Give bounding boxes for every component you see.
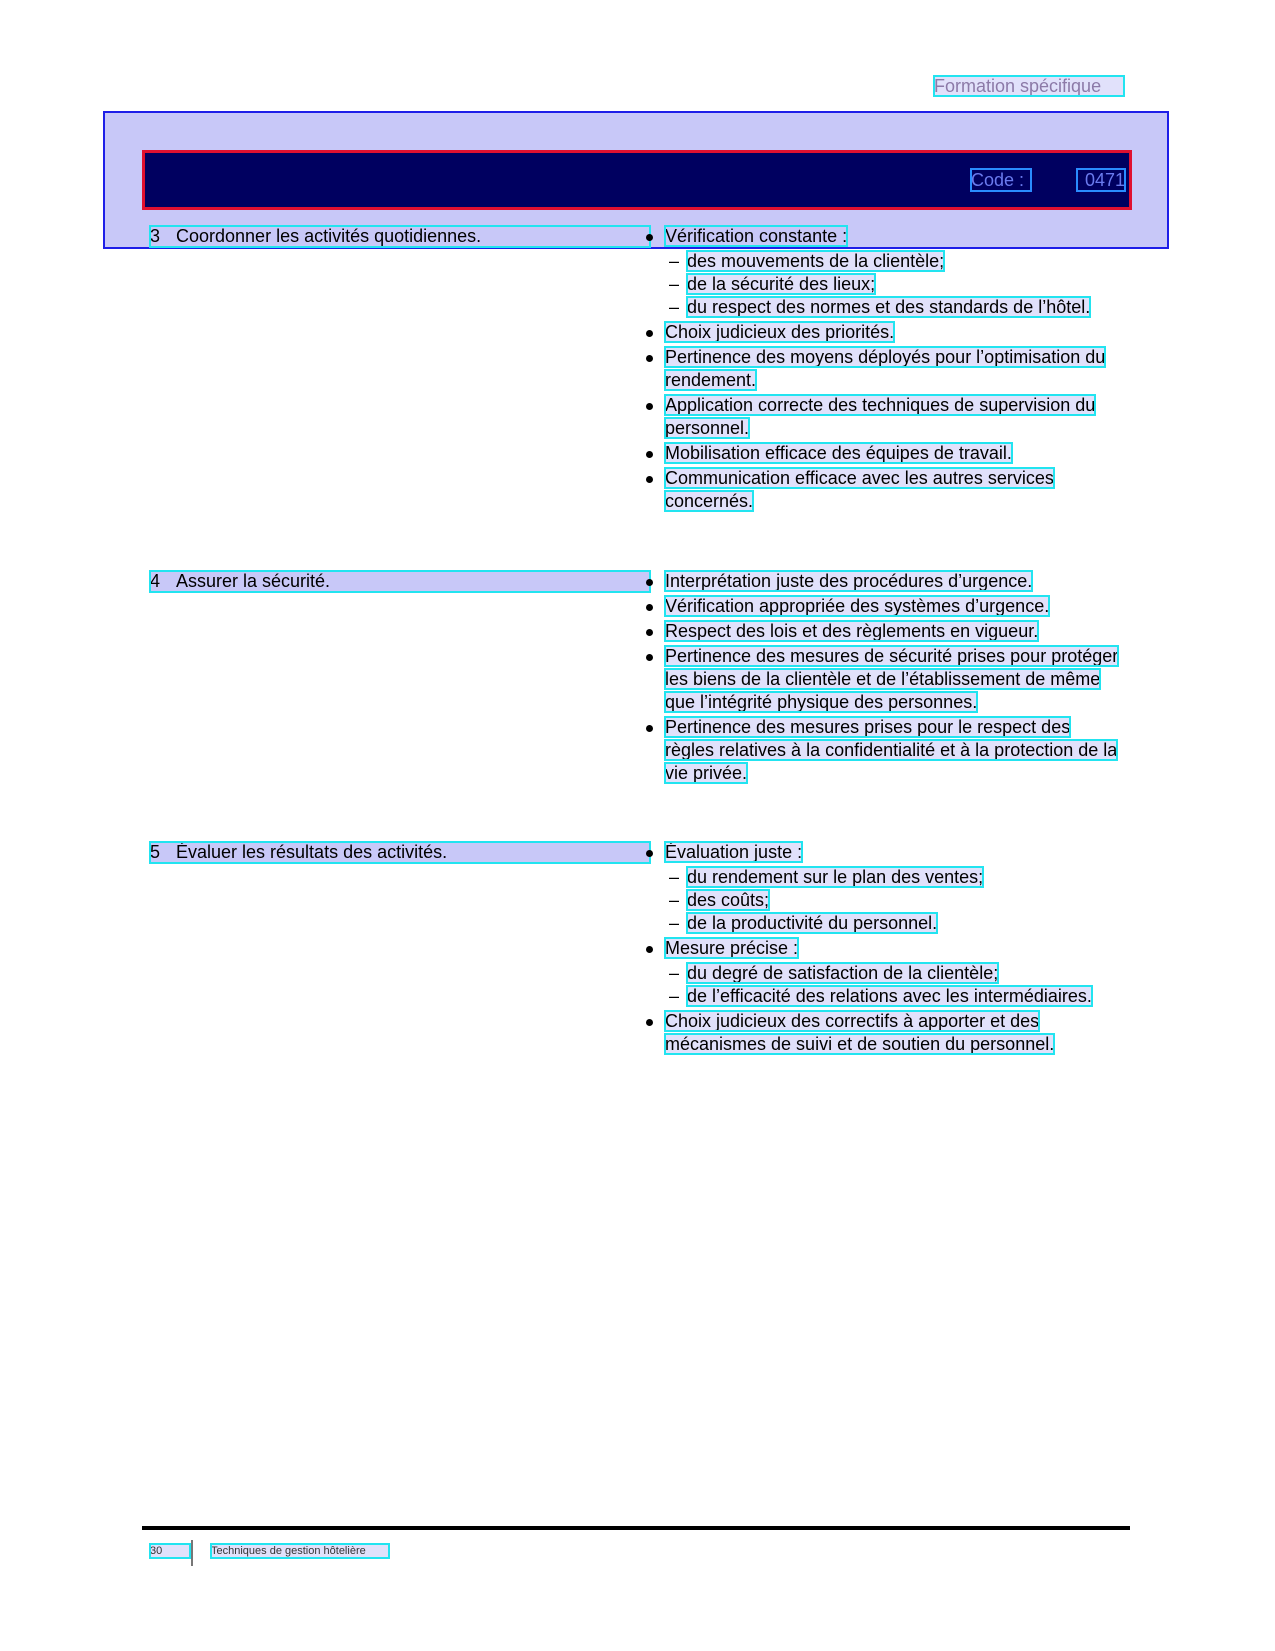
criterion: Application correcte des techniques de supervision du personnel.: [665, 395, 1096, 438]
element-4: [150, 571, 650, 592]
criterion: Interprétation juste des procédures d’urgence.: [665, 571, 1033, 591]
criterion: Pertinence des moyens déployés pour l’optimisation du rendement.: [665, 347, 1106, 390]
sub-criterion: de la productivité du personnel.: [687, 913, 938, 933]
element-5: [150, 842, 650, 863]
criterion: Mobilisation efficace des équipes de travail.: [665, 443, 1012, 463]
sub-criterion: du respect des normes et des standards de l’hôtel.: [687, 297, 1091, 317]
element-number: 4: [150, 571, 161, 591]
criterion: Choix judicieux des correctifs à apporter et des mécanismes de suivi et de soutien du personnel.: [665, 1011, 1055, 1054]
criterion: Mesure précise :: [665, 938, 799, 958]
footer-separator: [191, 1540, 193, 1566]
element-number: 5: [150, 842, 161, 862]
criterion: Pertinence des mesures prises pour le respect des règles relatives à la confidentialité et à la protection de la vie privée.: [665, 717, 1118, 783]
criterion: Vérification appropriée des systèmes d’urgence.: [665, 596, 1050, 616]
sub-criterion: des coûts;: [687, 890, 770, 910]
element-3: [150, 226, 650, 247]
element-number: 3: [150, 226, 161, 246]
criteria-list-3: [643, 225, 1123, 515]
criterion: Pertinence des mesures de sécurité prises pour protéger les biens de la clientèle et de l’établissement de même que l’intégrité physique des personnes.: [665, 646, 1119, 712]
criterion: Respect des lois et des règlements en vigueur.: [665, 621, 1039, 641]
code-bar: [142, 150, 1132, 210]
code-value: 0471: [1077, 169, 1125, 191]
element-title: Assurer la sécurité.: [176, 571, 331, 591]
criterion: Évaluation juste :: [665, 842, 803, 862]
code-label: Code :: [971, 169, 1031, 191]
criterion: Choix judicieux des priorités.: [665, 322, 895, 342]
sub-criterion: des mouvements de la clientèle;: [687, 251, 945, 271]
element-title: Évaluer les résultats des activités.: [176, 842, 448, 862]
sub-criterion: du rendement sur le plan des ventes;: [687, 867, 984, 887]
criterion: Communication efficace avec les autres services concernés.: [665, 468, 1054, 511]
footer-title: Techniques de gestion hôtelière: [211, 1544, 389, 1558]
sub-criterion: de l’efficacité des relations avec les intermédiaires.: [687, 986, 1092, 1006]
sub-criterion: de la sécurité des lieux;: [687, 274, 876, 294]
criteria-list-5: [643, 841, 1123, 1058]
page-number: 30: [150, 1544, 190, 1558]
criterion: Vérification constante :: [665, 226, 848, 246]
footer-rule: [142, 1526, 1130, 1530]
element-title: Coordonner les activités quotidiennes.: [176, 226, 482, 246]
sub-criterion: du degré de satisfaction de la clientèle;: [687, 963, 999, 983]
section-header: Formation spécifique: [934, 76, 1124, 96]
criteria-list-4: [643, 570, 1123, 787]
